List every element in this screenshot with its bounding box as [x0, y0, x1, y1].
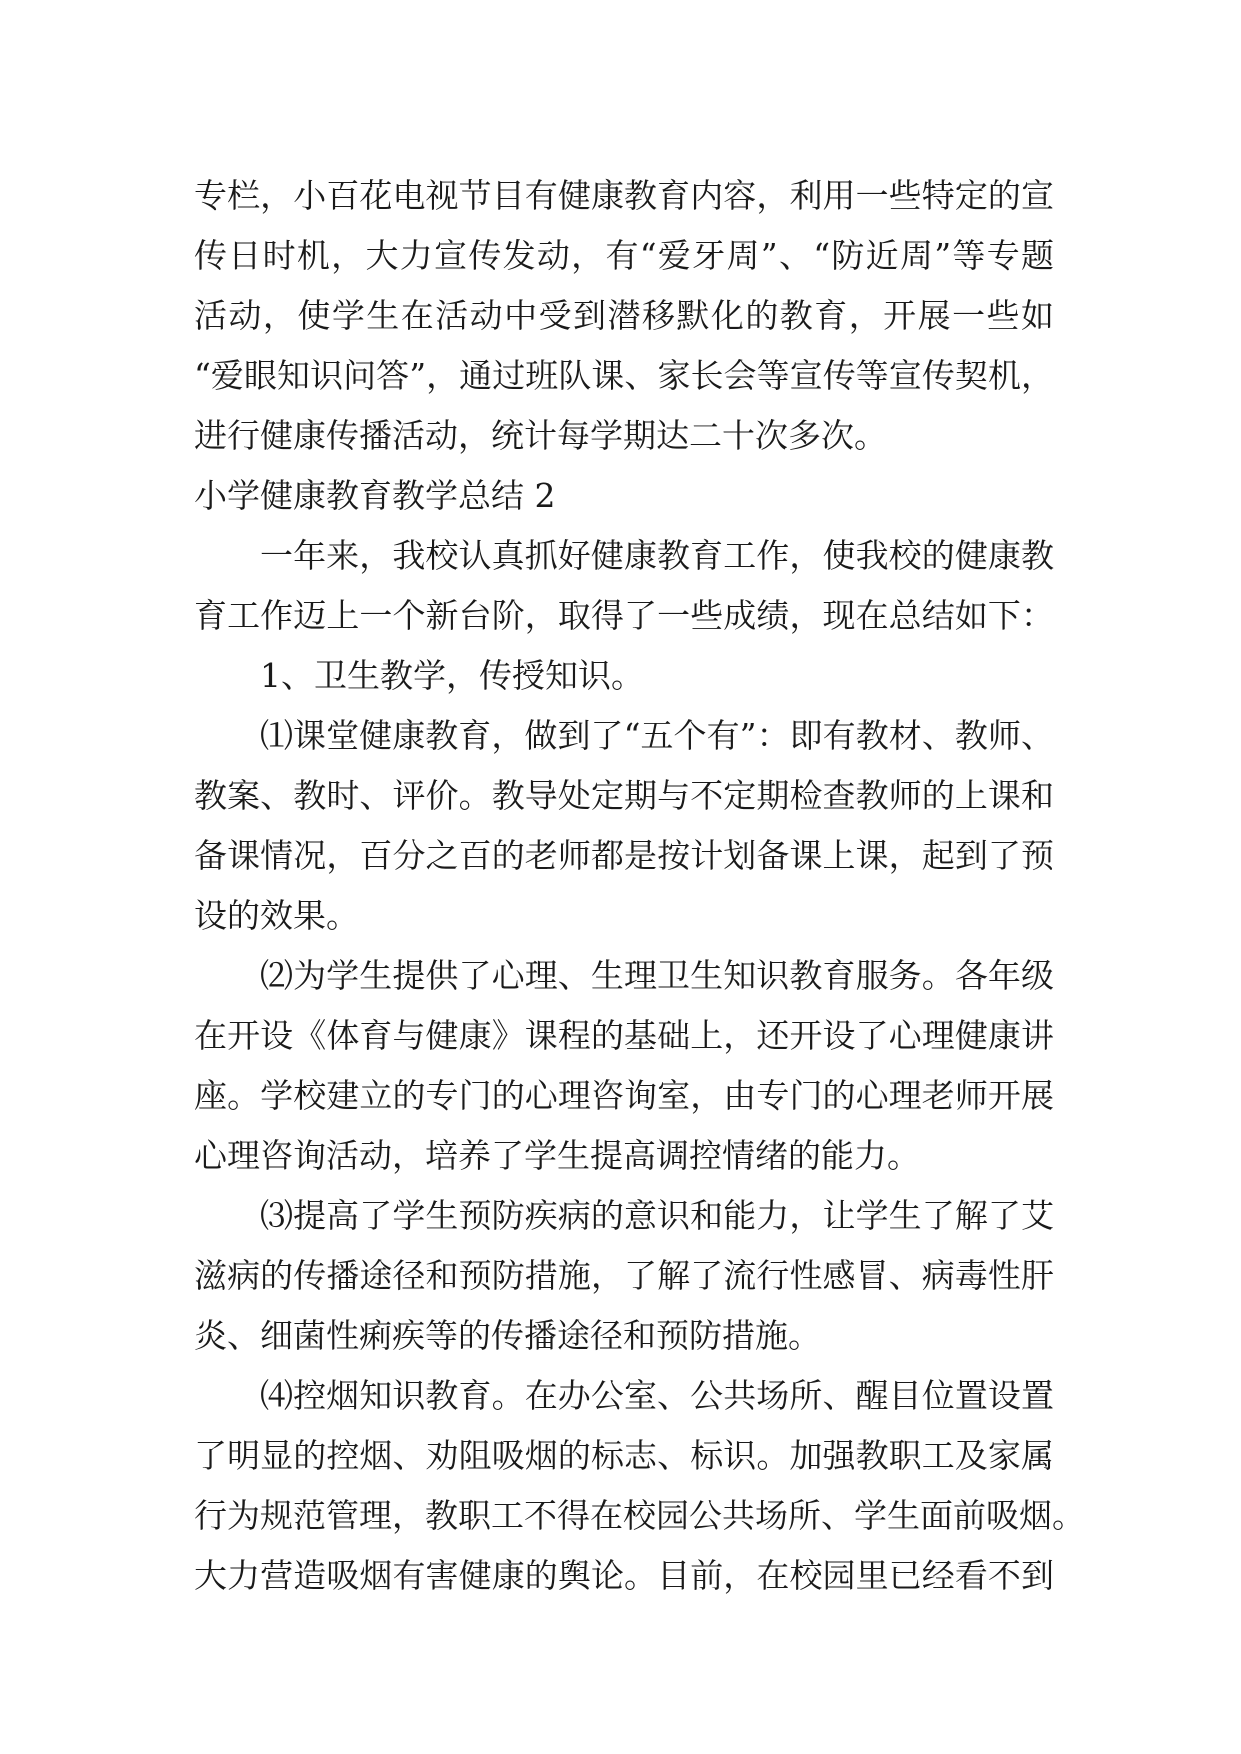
text-line: “爱眼知识问答”，通过班队课、家长会等宣传等宣传契机，	[194, 356, 1054, 395]
text-line: 一年来，我校认真抓好健康教育工作，使我校的健康教	[260, 536, 1054, 575]
summary-paragraph	[194, 526, 1054, 646]
text-line: 备课情况，百分之百的老师都是按计划备课上课，起到了预	[194, 836, 1054, 875]
text-line: 心理咨询活动，培养了学生提高调控情绪的能力。	[194, 1136, 920, 1175]
text-line: 设的效果。	[194, 896, 359, 935]
text-line: 大力营造吸烟有害健康的舆论。目前，在校园里已经看不到	[194, 1556, 1054, 1595]
text-line: 炎、细菌性痢疾等的传播途径和预防措施。	[194, 1316, 821, 1355]
text-line: ⑶提高了学生预防疾病的意识和能力，让学生了解了艾	[260, 1196, 1054, 1235]
document-body	[194, 166, 1085, 1606]
item-heading: 1、卫生教学，传授知识。	[260, 656, 644, 695]
text-line: 专栏，小百花电视节目有健康教育内容，利用一些特定的宣	[194, 176, 1054, 215]
intro-paragraph	[194, 166, 1054, 466]
text-line: ⑵为学生提供了心理、生理卫生知识教育服务。各年级	[260, 956, 1054, 995]
text-line: 育工作迈上一个新台阶，取得了一些成绩，现在总结如下：	[194, 596, 1054, 635]
text-line: 了明显的控烟、劝阻吸烟的标志、标识。加强教职工及家属	[194, 1436, 1054, 1475]
text-line: 进行健康传播活动，统计每学期达二十次多次。	[194, 416, 887, 455]
text-line: 教案、教时、评价。教导处定期与不定期检查教师的上课和	[194, 776, 1054, 815]
paragraph-disease-prevention	[194, 1186, 1054, 1366]
text-line: 活动，使学生在活动中受到潜移默化的教育，开展一些如	[194, 296, 1054, 335]
text-line: 座。学校建立的专门的心理咨询室，由专门的心理老师开展	[194, 1076, 1054, 1115]
text-line: 在开设《体育与健康》课程的基础上，还开设了心理健康讲	[194, 1016, 1054, 1055]
paragraph-smoking-control	[194, 1366, 1085, 1606]
paragraph-classroom-education	[194, 706, 1054, 946]
paragraph-psychology-education	[194, 946, 1054, 1186]
text-line: ⑷控烟知识教育。在办公室、公共场所、醒目位置设置	[260, 1376, 1054, 1415]
text-line: 传日时机，大力宣传发动，有“爱牙周”、“防近周”等专题	[194, 236, 1054, 275]
section-title: 小学健康教育教学总结 2	[194, 476, 556, 515]
text-line: 滋病的传播途径和预防措施，了解了流行性感冒、病毒性肝	[194, 1256, 1054, 1295]
text-line: ⑴课堂健康教育，做到了“五个有”：即有教材、教师、	[260, 716, 1054, 755]
text-line: 行为规范管理，教职工不得在校园公共场所、学生面前吸烟。	[194, 1496, 1085, 1535]
